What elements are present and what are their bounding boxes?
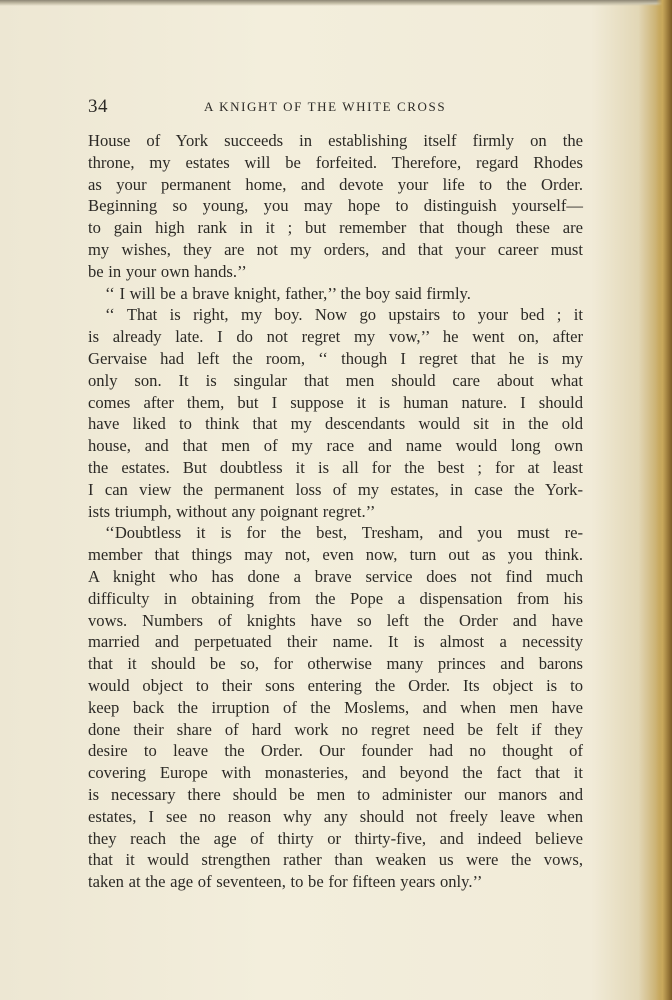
text-line: House of York succeeds in establishing itself firmly on the [88, 131, 583, 150]
text-line: would object to their sons entering the Order. Its object is to [88, 675, 583, 695]
text-line: ‘‘ That is right, my boy. Now go upstairs to your bed ; it [105, 305, 583, 325]
text-line: have liked to think that my descendants would sit in the old [88, 414, 583, 434]
book-binding-edge [656, 0, 672, 1000]
text-line: member that things may not, even now, turn out as you think. [88, 545, 583, 565]
text-line: taken at the age of seventeen, to be for fifteen years only.’’ [88, 872, 483, 892]
text-line: Gervaise had left the room, ‘‘ though I regret that he is my [88, 348, 583, 368]
page-top-edge [0, 0, 672, 6]
text-line: desire to leave the Order. Our founder had no thought of [88, 741, 583, 761]
text-line: done their share of hard work no regret need be felt if they [88, 719, 583, 739]
page-header [88, 96, 582, 120]
text-line: Beginning so young, you may hope to distinguish yourself— [88, 196, 583, 216]
text-line: covering Europe with monasteries, and beyond the fact that it [88, 763, 583, 783]
text-line: to gain high rank in it ; but remember that though these are [88, 218, 583, 238]
text-line: as your permanent home, and devote your life to the Order. [88, 174, 583, 194]
text-line: ists triumph, without any poignant regret.’’ [88, 501, 376, 521]
text-line: house, and that men of my race and name would long own [88, 436, 583, 456]
text-line: throne, my estates will be forfeited. Therefore, regard Rhodes [88, 152, 583, 172]
text-line: is already late. I do not regret my vow,’’ he went on, after [88, 327, 583, 347]
text-line: be in your own hands.’’ [88, 261, 247, 281]
text-line: A knight who has done a brave service does not find much [88, 566, 583, 586]
text-line: married and perpetuated their name. It is almost a necessity [88, 632, 583, 652]
text-line: estates, I see no reason why any should not freely leave when [88, 806, 583, 826]
body-text [88, 130, 583, 893]
text-line: vows. Numbers of knights have so left the Order and have [88, 610, 583, 630]
text-line: ‘‘Doubtless it is for the best, Tresham, and you must re- [105, 523, 583, 543]
page-number: 34 [88, 96, 108, 117]
text-line: keep back the irruption of the Moslems, and when men have [88, 697, 583, 717]
text-line: I can view the permanent loss of my estates, in case the York- [88, 479, 583, 499]
text-line: is necessary there should be men to administer our manors and [88, 784, 583, 804]
text-line: that it would strengthen rather than weaken us were the vows, [88, 850, 583, 870]
text-line: comes after them, but I suppose it is human nature. I should [88, 392, 583, 412]
text-line: difficulty in obtaining from the Pope a dispensation from his [88, 588, 583, 608]
text-line: only son. It is singular that men should care about what [88, 370, 583, 390]
text-line: they reach the age of thirty or thirty-five, and indeed believe [88, 828, 583, 848]
text-line: ‘‘ I will be a brave knight, father,’’ the boy said firmly. [105, 283, 471, 303]
text-line: that it should be so, for otherwise many princes and barons [88, 654, 583, 674]
running-head: A KNIGHT OF THE WHITE CROSS [204, 99, 447, 114]
text-line: the estates. But doubtless it is all for the best ; for at least [88, 457, 583, 477]
text-line: my wishes, they are not my orders, and that your career must [88, 239, 583, 259]
